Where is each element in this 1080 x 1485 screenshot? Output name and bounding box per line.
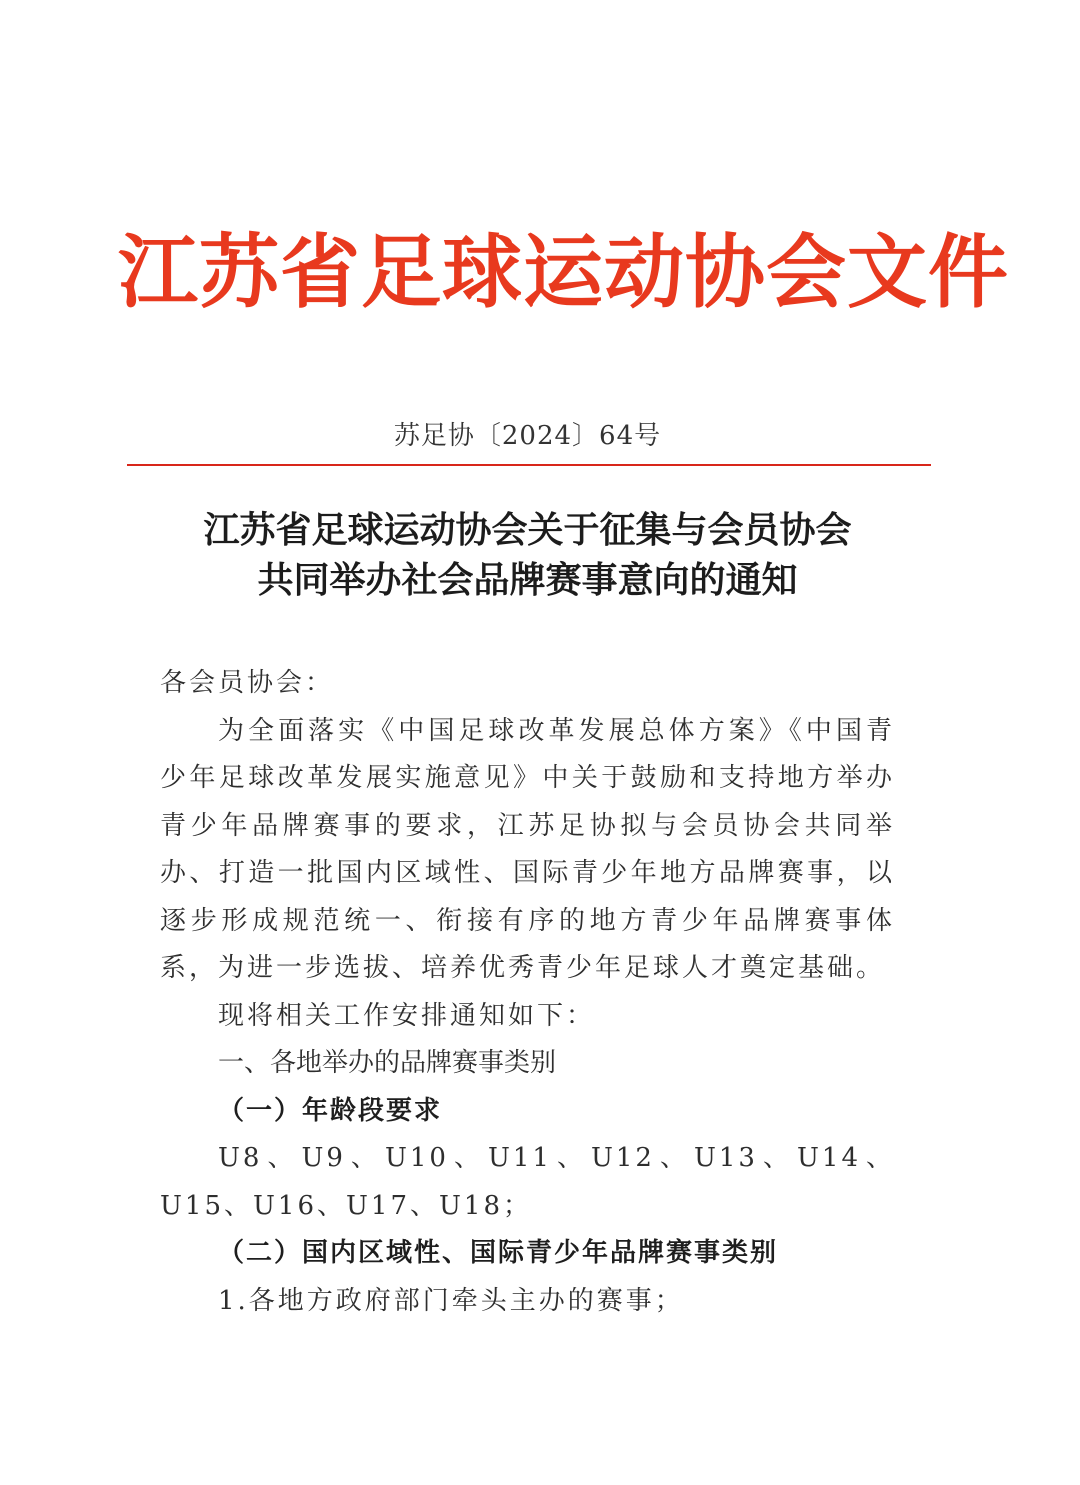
list-item-1: 1.各地方政府部门牵头主办的赛事； bbox=[218, 1285, 684, 1316]
document-body bbox=[160, 660, 895, 1325]
subsection-heading-1: （一）年龄段要求 bbox=[218, 1095, 443, 1126]
document-title-line-2: 共同举办社会品牌赛事意向的通知 bbox=[257, 559, 798, 601]
document-title bbox=[140, 505, 915, 605]
document-title-line-1: 江苏省足球运动协会关于征集与会员协会 bbox=[203, 509, 852, 551]
intro-paragraph: 为全面落实《中国足球改革发展总体方案》《中国青少年足球改革发展实施意见》中关于鼓励和支持地方举办青少年品牌赛事的要求，江苏足协拟与会员协会共同举办、打造一批国内区域性、国际青少年地方品牌赛事，以逐步形成规范统一、衔接有序的地方青少年品牌赛事体系，为进一步选拔、培养优秀青少年足球人才奠定基础。 bbox=[160, 715, 895, 983]
section-heading-1: 一、各地举办的品牌赛事类别 bbox=[218, 1048, 557, 1078]
notice-paragraph: 现将相关工作安排通知如下： bbox=[218, 1000, 596, 1031]
subsection-heading-2: （二）国内区域性、国际青少年品牌赛事类别 bbox=[218, 1238, 779, 1268]
document-number: 苏足协〔2024〕64号 bbox=[393, 421, 662, 451]
red-divider-line bbox=[127, 464, 931, 466]
masthead-title: 江苏省足球运动协会文件 bbox=[118, 225, 1009, 319]
age-groups-paragraph: U8、U9、U10、U11、U12、U13、U14、U15、U16、U17、U18； bbox=[160, 1143, 895, 1221]
salutation: 各会员协会： bbox=[160, 668, 335, 698]
